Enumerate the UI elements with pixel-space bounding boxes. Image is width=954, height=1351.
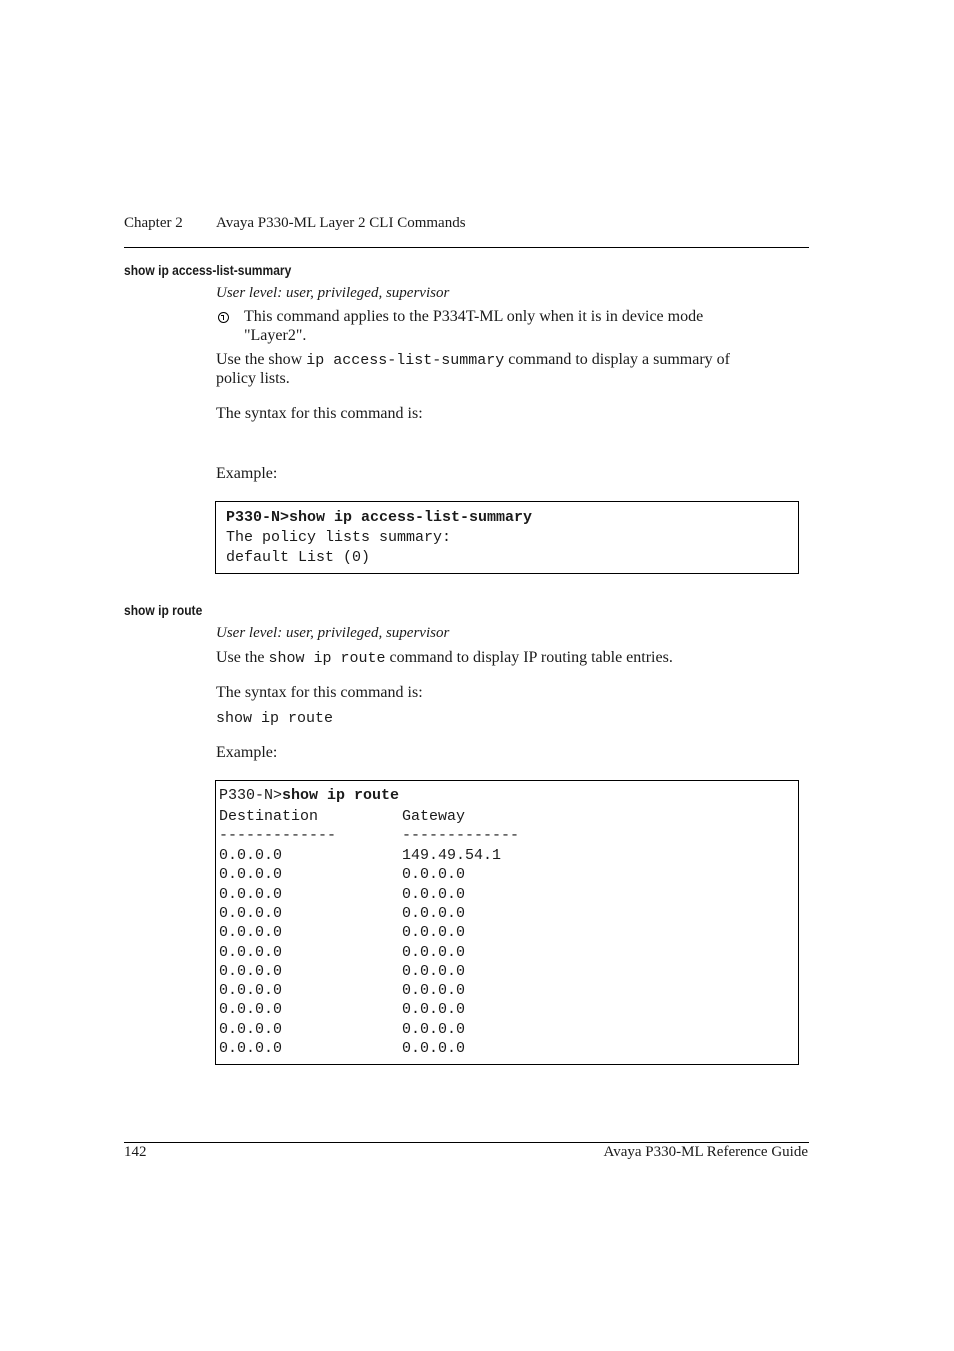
route-gateway: 0.0.0.0 — [402, 1020, 466, 1038]
example-code-box — [215, 501, 799, 574]
footer-rule — [124, 1142, 809, 1143]
code-prompt: P330-N> — [219, 787, 283, 804]
code-output-line: The policy lists summary: — [226, 529, 452, 546]
inline-code: ip access-list-summary — [306, 352, 505, 369]
description-paragraph — [216, 649, 673, 667]
syntax-label: The syntax for this command is: — [216, 684, 423, 701]
syntax-label: The syntax for this command is: — [216, 405, 423, 422]
info-icon — [218, 312, 229, 323]
footer-guide-title: Avaya P330-ML Reference Guide — [603, 1144, 808, 1160]
note-line-1: This command applies to the P334T-ML only when it is in device mode — [244, 308, 704, 325]
header-chapter: Chapter 2 — [124, 215, 183, 231]
route-destination: 0.0.0.0 — [219, 943, 283, 961]
note-line-2: "Layer2". — [244, 327, 307, 344]
route-destination: 0.0.0.0 — [219, 885, 283, 903]
route-destination: 0.0.0.0 — [219, 1040, 283, 1057]
route-destination: 0.0.0.0 — [219, 924, 283, 942]
route-gateway: 0.0.0.0 — [402, 1040, 466, 1057]
route-gateway: 0.0.0.0 — [402, 943, 466, 961]
description-text: command to display a summary of — [504, 351, 730, 368]
code-command — [219, 786, 399, 805]
syntax-code: show ip route — [216, 710, 334, 727]
route-example-code-box — [215, 780, 799, 1065]
example-label: Example: — [216, 744, 278, 761]
description-text: Use the — [216, 649, 269, 666]
route-gateway: 0.0.0.0 — [402, 866, 466, 884]
code-command: P330-N>show ip access-list-summary — [226, 509, 533, 526]
column-header-gateway: Gateway — [402, 808, 466, 825]
route-gateway: 149.49.54.1 — [402, 847, 502, 864]
code-command-text: show ip route — [282, 787, 400, 804]
route-destination: 0.0.0.0 — [219, 1020, 283, 1038]
column-header-destination: Destination — [219, 808, 319, 825]
column-separator: ------------- — [402, 827, 520, 844]
route-destination: 0.0.0.0 — [219, 982, 283, 1000]
user-level-text: User level: user, privileged, supervisor — [216, 625, 450, 641]
code-output-line: default List (0) — [226, 549, 371, 566]
route-destination: 0.0.0.0 — [219, 904, 283, 922]
header-title: Avaya P330-ML Layer 2 CLI Commands — [216, 215, 466, 231]
inline-code: show ip route — [268, 650, 386, 667]
route-gateway: 0.0.0.0 — [402, 1001, 466, 1019]
route-destination: 0.0.0.0 — [219, 866, 283, 884]
route-gateway: 0.0.0.0 — [402, 924, 466, 942]
route-gateway: 0.0.0.0 — [402, 982, 466, 1000]
route-gateway: 0.0.0.0 — [402, 904, 466, 922]
page-number: 142 — [124, 1144, 147, 1160]
route-gateway: 0.0.0.0 — [402, 885, 466, 903]
user-level-text: User level: user, privileged, supervisor — [216, 285, 450, 301]
column-separator: ------------- — [219, 827, 337, 844]
description-line-2: policy lists. — [216, 370, 290, 387]
description-paragraph — [216, 351, 730, 369]
example-label: Example: — [216, 465, 278, 482]
section-heading-access-list-summary: show ip access-list-summary — [124, 262, 292, 278]
description-text: command to display IP routing table entries. — [385, 649, 673, 666]
description-text: Use the show — [216, 351, 307, 368]
route-destination: 0.0.0.0 — [219, 1001, 283, 1019]
route-destination: 0.0.0.0 — [219, 962, 283, 980]
route-gateway: 0.0.0.0 — [402, 962, 466, 980]
section-heading-show-ip-route: show ip route — [124, 602, 203, 618]
route-destination: 0.0.0.0 — [219, 847, 283, 864]
header-rule — [124, 247, 809, 248]
